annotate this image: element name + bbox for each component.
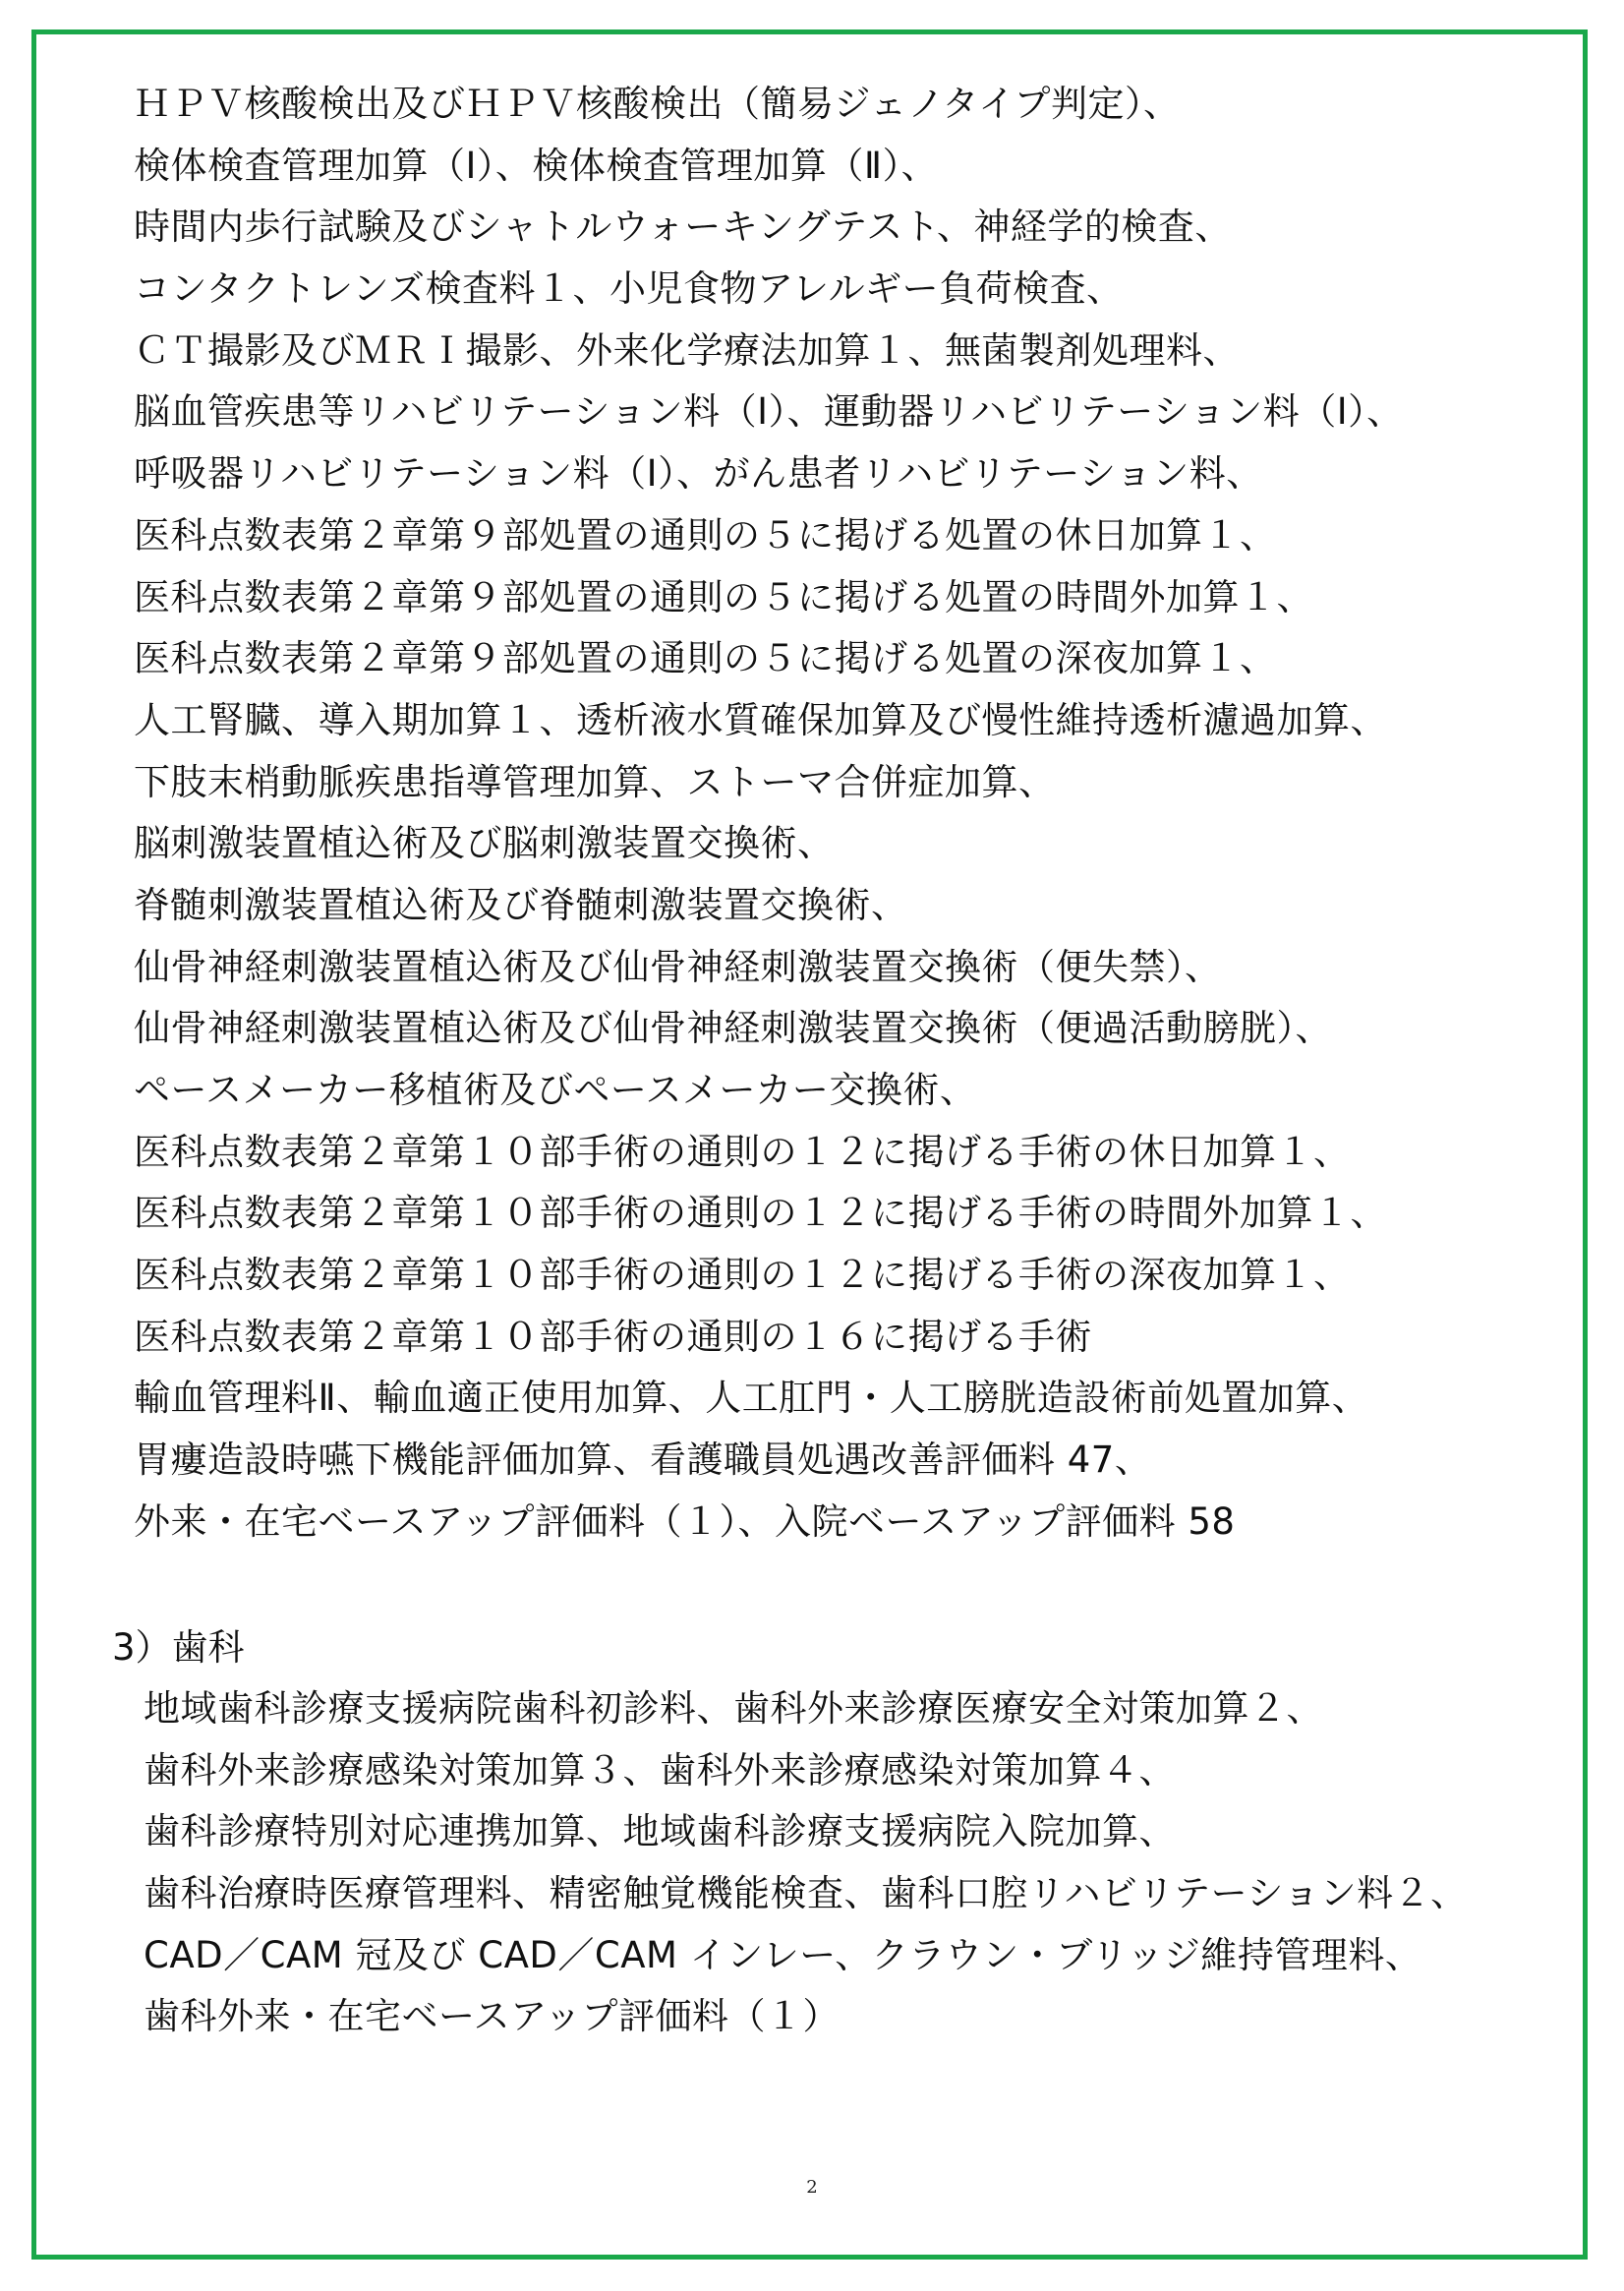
medical-section <box>134 74 1569 1554</box>
list-item: 呼吸器リハビリテーション料（Ⅰ）、がん患者リハビリテーション料、 <box>134 452 1263 496</box>
list-item: 時間内歩行試験及びシャトルウォーキングテスト、神経学的検査、 <box>134 206 1232 249</box>
list-item: 脳血管疾患等リハビリテーション料（Ⅰ）、運動器リハビリテーション料（Ⅰ）、 <box>134 390 1404 434</box>
list-item: 医科点数表第２章第１０部手術の通則の１２に掲げる手術の深夜加算１、 <box>134 1254 1351 1297</box>
list-item: 外来・在宅ベースアップ評価料（１）、入院ベースアップ評価料 58 <box>134 1499 1236 1543</box>
list-item: ペースメーカー移植術及びペースメーカー交換術、 <box>134 1069 977 1111</box>
list-item: 下肢末梢動脈疾患指導管理加算、ストーマ合併症加算、 <box>134 760 1056 803</box>
list-item: 歯科外来・在宅ベースアップ評価料（１） <box>144 1995 841 2038</box>
list-item: 人工腎臓、導入期加算１、透析液水質確保加算及び慢性維持透析濾過加算、 <box>134 698 1387 741</box>
list-item: 歯科診療特別対応連携加算、地域歯科診療支援病院入院加算、 <box>144 1810 1176 1853</box>
list-item: ＨＰＶ核酸検出及びＨＰＶ核酸検出（簡易ジェノタイプ判定）、 <box>134 83 1181 125</box>
list-item: 輸血管理料Ⅱ、輸血適正使用加算、人工肛門・人工膀胱造設術前処置加算、 <box>134 1377 1369 1420</box>
list-item: 医科点数表第２章第９部処置の通則の５に掲げる処置の休日加算１、 <box>134 513 1277 557</box>
list-item: 仙骨神経刺激装置植込術及び仙骨神経刺激装置交換術（便失禁）、 <box>134 945 1222 988</box>
list-item: 胃瘻造設時嚥下機能評価加算、看護職員処遇改善評価料 47、 <box>134 1439 1152 1482</box>
dental-section-heading: 3）歯科 <box>112 1626 245 1669</box>
list-item: 歯科治療時医療管理料、精密触覚機能検査、歯科口腔リハビリテーション料２、 <box>144 1872 1468 1915</box>
list-item: 医科点数表第２章第１０部手術の通則の１６に掲げる手術 <box>134 1315 1092 1358</box>
list-item: 脊髄刺激装置植込術及び脊髄刺激装置交換術、 <box>134 883 908 926</box>
list-item: CAD／CAM 冠及び CAD／CAM インレー、クラウン・ブリッジ維持管理料、 <box>144 1933 1422 1976</box>
list-item: 地域歯科診療支援病院歯科初診料、歯科外来診療医療安全対策加算２、 <box>144 1687 1323 1730</box>
list-item: 仙骨神経刺激装置植込術及び仙骨神経刺激装置交換術（便過活動膀胱）、 <box>134 1007 1332 1050</box>
list-item: コンタクトレンズ検査料１、小児食物アレルギー負荷検査、 <box>134 267 1124 311</box>
page-number: 2 <box>806 2177 818 2198</box>
list-item: 脳刺激装置植込術及び脳刺激装置交換術、 <box>134 822 835 865</box>
list-item: 医科点数表第２章第１０部手術の通則の１２に掲げる手術の休日加算１、 <box>134 1130 1351 1173</box>
list-item: ＣＴ撮影及びＭＲＩ撮影、外来化学療法加算１、無菌製剤処理料、 <box>134 328 1240 372</box>
list-item: 医科点数表第２章第９部処置の通則の５に掲げる処置の時間外加算１、 <box>134 575 1313 618</box>
dental-section <box>144 1678 1579 2048</box>
list-item: 医科点数表第２章第９部処置の通則の５に掲げる処置の深夜加算１、 <box>134 637 1277 680</box>
list-item: 検体検査管理加算（Ⅰ）、検体検査管理加算（Ⅱ）、 <box>134 144 939 187</box>
list-item: 歯科外来診療感染対策加算３、歯科外来診療感染対策加算４、 <box>144 1748 1176 1792</box>
list-item: 医科点数表第２章第１０部手術の通則の１２に掲げる手術の時間外加算１、 <box>134 1192 1387 1235</box>
